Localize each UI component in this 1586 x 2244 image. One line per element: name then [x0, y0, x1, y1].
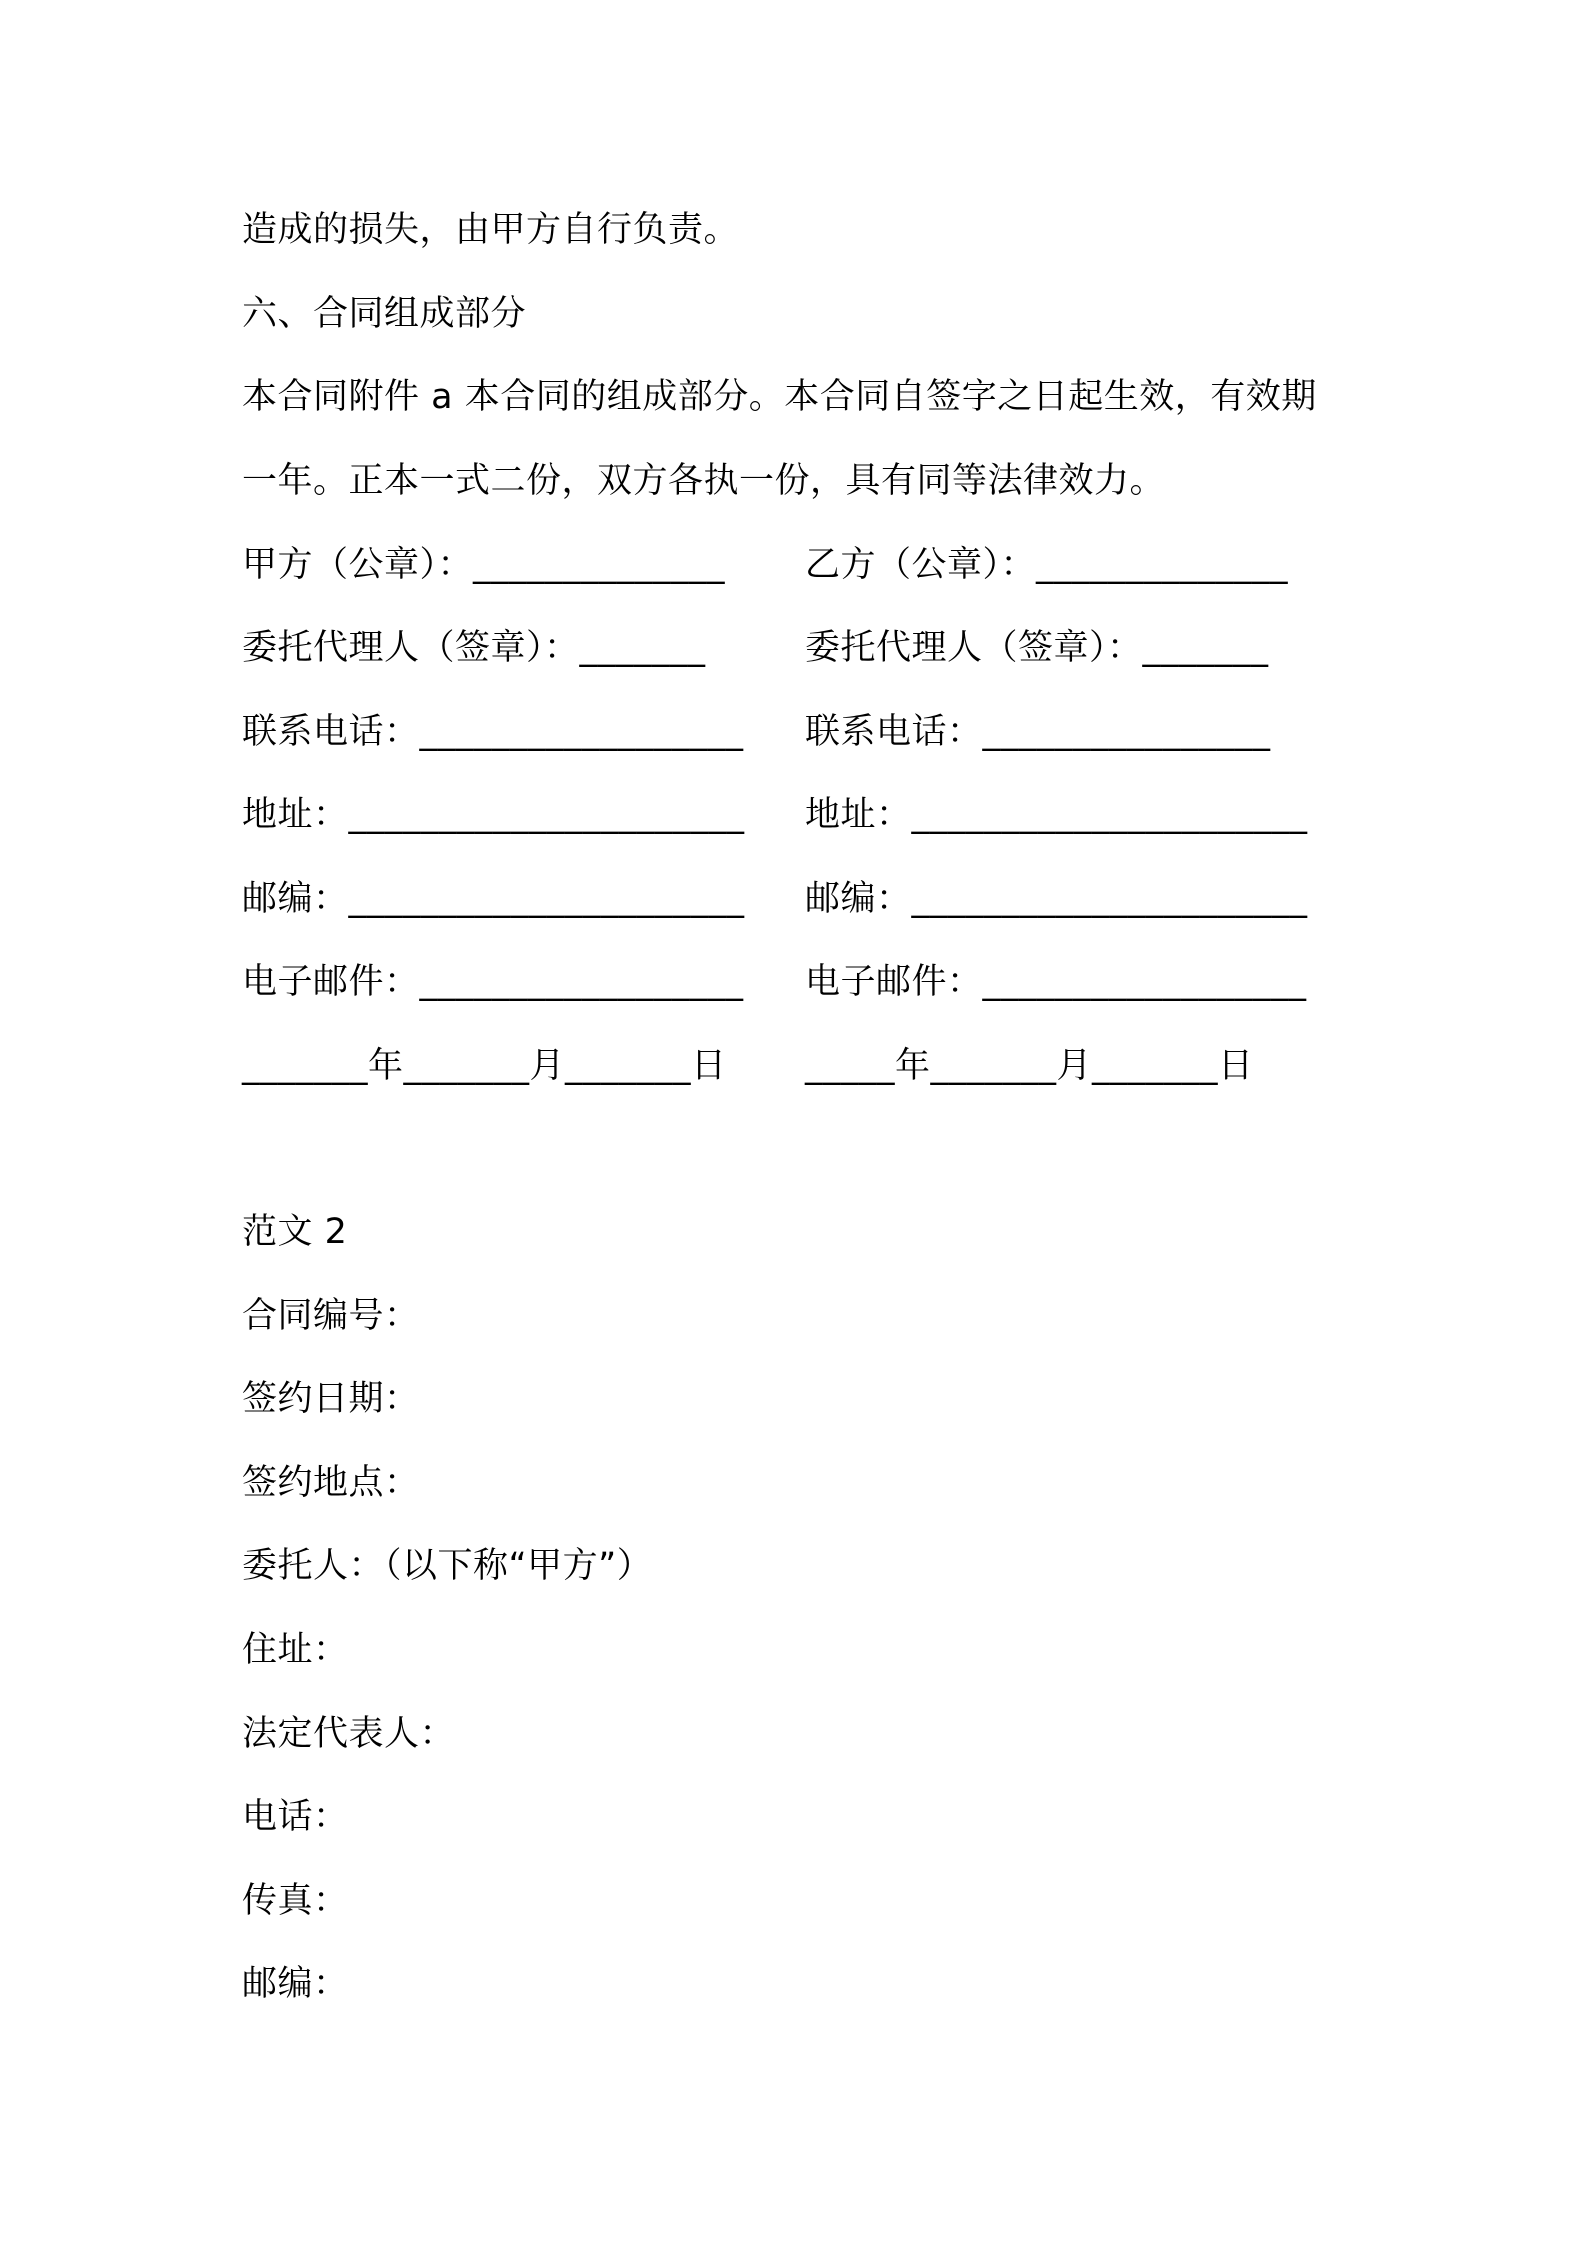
party-a-email-field: 电子邮件：__________________: [242, 962, 744, 1002]
party-a-phone-field: 联系电话：__________________: [242, 712, 744, 752]
sample2-field-postcode: 邮编：: [242, 1964, 349, 2004]
party-b-seal-field: 乙方（公章）：______________: [805, 545, 1289, 585]
section6-heading: 六、合同组成部分: [242, 294, 527, 334]
party-b-date-field: _____年_______月_______日: [805, 1046, 1254, 1086]
party-a-agent-field: 委托代理人（签章）：_______: [242, 628, 706, 668]
sample2-field-client: 委托人：（以下称“甲方”）: [242, 1546, 653, 1586]
party-b-email-field: 电子邮件：__________________: [805, 962, 1307, 1002]
party-a-postcode-field: 邮编：______________________: [242, 879, 745, 919]
section5-tail-text: 造成的损失，由甲方自行负责。: [242, 210, 740, 250]
sample2-field-sign-place: 签约地点：: [242, 1463, 420, 1503]
sample2-field-contract-number: 合同编号：: [242, 1296, 420, 1336]
sample2-title: 范文 2: [242, 1212, 348, 1252]
party-a-address-field: 地址：______________________: [242, 795, 745, 835]
section6-paragraph-line-1: 本合同附件 a 本合同的组成部分。本合同自签字之日起生效，有效期: [242, 377, 1317, 417]
party-b-phone-field: 联系电话：________________: [805, 712, 1271, 752]
sample2-field-address: 住址：: [242, 1630, 349, 1670]
sample2-field-fax: 传真：: [242, 1881, 349, 1921]
sample2-field-phone: 电话：: [242, 1797, 349, 1837]
sample2-field-legal-rep: 法定代表人：: [242, 1714, 456, 1754]
party-a-seal-field: 甲方（公章）：______________: [242, 545, 726, 585]
party-b-postcode-field: 邮编：______________________: [805, 879, 1308, 919]
party-a-date-field: _______年_______月_______日: [242, 1046, 727, 1086]
party-b-address-field: 地址：______________________: [805, 795, 1308, 835]
party-b-agent-field: 委托代理人（签章）：_______: [805, 628, 1269, 668]
section6-paragraph-line-2: 一年。正本一式二份，双方各执一份，具有同等法律效力。: [242, 461, 1166, 501]
sample2-field-sign-date: 签约日期：: [242, 1379, 420, 1419]
